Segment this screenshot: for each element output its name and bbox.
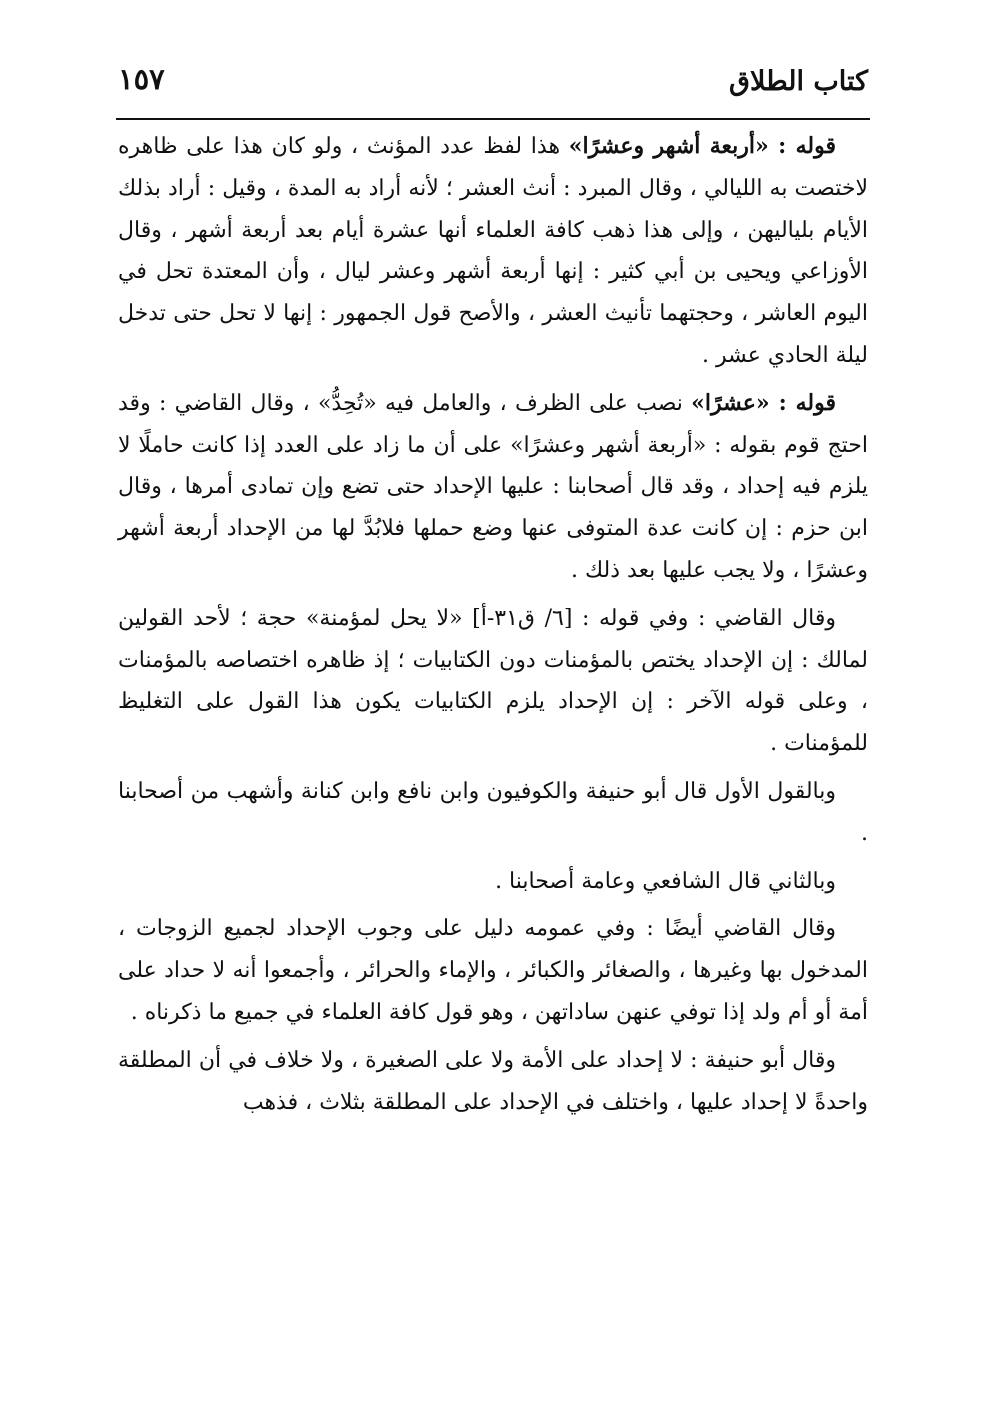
paragraph xyxy=(118,908,868,1033)
paragraph-text: وقال القاضي : وفي قوله : [٦/ ق٣١-أ] «لا يحل لمؤمنة» حجة ؛ لأحد القولين لمالك : إن الإحداد يختص بالمؤمنات دون الكتابيات ؛ إذ ظاهره اختصاصه بالمؤمنات ، وعلى قوله الآخر : إن الإحداد يلزم الكتابيات يكون هذا القول على التغليظ للمؤمنات . xyxy=(118,605,868,757)
running-title: كتاب الطلاق xyxy=(729,66,868,97)
paragraph xyxy=(118,1040,868,1124)
body-text xyxy=(118,126,868,1129)
paragraph xyxy=(118,383,868,592)
paragraph-text: هذا لفظ عدد المؤنث ، ولو كان هذا على ظاهره لاختصت به الليالي ، وقال المبرد : أنث العشر ؛ لأنه أراد به المدة ، وقيل : أراد بذلك الأيام بلياليهن ، وإلى هذا ذهب كافة العلماء أنها عشرة أيام بعد أربعة أشهر ، وقال الأوزاعي ويحيى بن أبي كثير : إنها أربعة أشهر وعشر ليال ، وأن المعتدة تحل في اليوم العاشر ، وحجتهما تأنيث العشر ، والأصح قول الجمهور : إنها لا تحل حتى تدخل ليلة الحادي عشر . xyxy=(118,134,868,368)
paragraph-lead: قوله : «عشرًا» xyxy=(691,389,837,416)
paragraph-text: وقال أبو حنيفة : لا إحداد على الأمة ولا على الصغيرة ، ولا خلاف في أن المطلقة واحدةً لا إحداد عليها ، واختلف في الإحداد على المطلقة بثلاث ، فذهب xyxy=(118,1047,868,1115)
paragraph-text: وقال القاضي أيضًا : وفي عمومه دليل على وجوب الإحداد لجميع الزوجات ، المدخول بها وغيرها ، والصغائر والكبائر ، والإماء والحرائر ، وأجمعوا أنه لا حداد على أمة أو أم ولد إذا توفي عنهن ساداتهن ، وهو قول كافة العلماء في جميع ما ذكرناه . xyxy=(118,916,868,1025)
paragraph-text: وبالثاني قال الشافعي وعامة أصحابنا . xyxy=(495,868,836,894)
header-rule xyxy=(116,118,870,120)
page-number: ١٥٧ xyxy=(118,62,165,96)
paragraph xyxy=(118,861,868,903)
paragraph-lead: قوله : «أربعة أشهر وعشرًا» xyxy=(568,133,837,159)
paragraph-text: نصب على الظرف ، والعامل فيه «تُحِدُّ» ، وقال القاضي : وقد احتج قوم بقوله : «أربعة أشهر وعشرًا» على أن ما زاد على العدد إذا كانت حاملًا لا يلزم فيه إحداد ، وقد قال أصحابنا : عليها الإحداد حتى تضع وإن تمادى أمرها ، وقال ابن حزم : إن كانت عدة المتوفى عنها وضع حملها فلابُدَّ لها من الإحداد أربعة أشهر وعشرًا ، ولا يجب عليها بعد ذلك . xyxy=(118,390,868,583)
paragraph xyxy=(118,598,868,765)
paragraph-text: وبالقول الأول قال أبو حنيفة والكوفيون وابن نافع وابن كنانة وأشهب من أصحابنا . xyxy=(118,778,868,846)
paragraph xyxy=(118,771,868,855)
paragraph xyxy=(118,126,868,377)
page-header xyxy=(118,60,868,110)
